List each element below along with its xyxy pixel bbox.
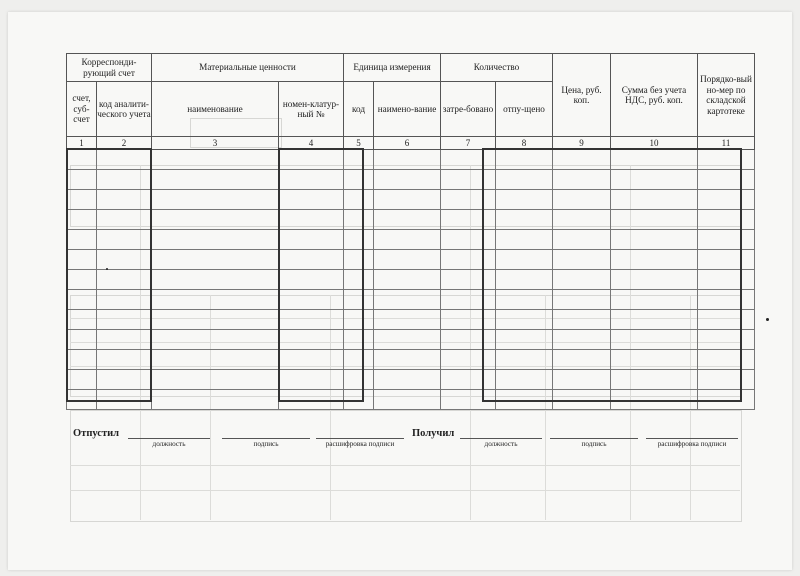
table-cell[interactable] bbox=[279, 370, 344, 390]
table-row bbox=[67, 330, 755, 350]
table-cell[interactable] bbox=[374, 310, 441, 330]
table-cell[interactable] bbox=[67, 370, 97, 390]
table-cell[interactable] bbox=[152, 370, 279, 390]
table-cell[interactable] bbox=[279, 210, 344, 230]
table-cell[interactable] bbox=[698, 210, 755, 230]
table-body bbox=[67, 150, 755, 410]
table-cell[interactable] bbox=[374, 390, 441, 410]
table-cell[interactable] bbox=[496, 230, 553, 250]
table-cell[interactable] bbox=[67, 270, 97, 290]
table-row bbox=[67, 210, 755, 230]
table-cell[interactable] bbox=[344, 150, 374, 170]
table-cell[interactable] bbox=[67, 350, 97, 370]
table-cell[interactable] bbox=[496, 330, 553, 350]
table-cell[interactable] bbox=[374, 250, 441, 270]
received-by-label: Получил bbox=[412, 428, 455, 439]
table-cell[interactable] bbox=[496, 350, 553, 370]
table-cell[interactable] bbox=[441, 290, 496, 310]
header-requested: затре-бовано bbox=[441, 82, 496, 137]
header-row-top bbox=[67, 54, 755, 82]
table-cell[interactable] bbox=[152, 330, 279, 350]
header-nomenclature-no: номен-клатур-ный № bbox=[279, 82, 344, 137]
table-cell[interactable] bbox=[97, 150, 152, 170]
table-cell[interactable] bbox=[374, 210, 441, 230]
table-cell[interactable] bbox=[374, 370, 441, 390]
table-cell[interactable] bbox=[97, 330, 152, 350]
table-cell[interactable] bbox=[97, 370, 152, 390]
header-price: Цена, руб. коп. bbox=[553, 54, 611, 137]
table-cell[interactable] bbox=[279, 170, 344, 190]
table-cell[interactable] bbox=[344, 230, 374, 250]
table-cell[interactable] bbox=[67, 210, 97, 230]
received-position-caption: должность bbox=[484, 440, 518, 448]
table-row bbox=[67, 310, 755, 330]
table-cell[interactable] bbox=[496, 370, 553, 390]
table-cell[interactable] bbox=[152, 250, 279, 270]
table-cell[interactable] bbox=[374, 290, 441, 310]
table-cell[interactable] bbox=[152, 290, 279, 310]
table-cell[interactable] bbox=[611, 150, 698, 170]
table-cell[interactable] bbox=[611, 350, 698, 370]
table-cell[interactable] bbox=[611, 370, 698, 390]
table-cell[interactable] bbox=[67, 290, 97, 310]
table-cell[interactable] bbox=[152, 310, 279, 330]
table-row bbox=[67, 230, 755, 250]
table-cell[interactable] bbox=[441, 190, 496, 210]
table-cell[interactable] bbox=[279, 290, 344, 310]
received-signature-line[interactable] bbox=[550, 438, 638, 439]
header-name: наименование bbox=[152, 82, 279, 137]
table-cell[interactable] bbox=[698, 350, 755, 370]
table-cell[interactable] bbox=[553, 290, 611, 310]
table-cell[interactable] bbox=[611, 290, 698, 310]
table-cell[interactable] bbox=[496, 210, 553, 230]
table-cell[interactable] bbox=[344, 210, 374, 230]
table-cell[interactable] bbox=[97, 250, 152, 270]
table-cell[interactable] bbox=[279, 150, 344, 170]
table-row bbox=[67, 370, 755, 390]
header-analytic-code: код аналити-ческого учета bbox=[97, 82, 152, 137]
table-row bbox=[67, 190, 755, 210]
table-cell[interactable] bbox=[496, 150, 553, 170]
table-cell[interactable] bbox=[344, 370, 374, 390]
table-row bbox=[67, 150, 755, 170]
table-cell[interactable] bbox=[152, 390, 279, 410]
table-cell[interactable] bbox=[97, 290, 152, 310]
column-number: 1 bbox=[67, 137, 97, 150]
table-row bbox=[67, 350, 755, 370]
table-cell[interactable] bbox=[279, 230, 344, 250]
table-cell[interactable] bbox=[374, 350, 441, 370]
table-cell[interactable] bbox=[279, 310, 344, 330]
table-cell[interactable] bbox=[496, 170, 553, 190]
column-number: 7 bbox=[441, 137, 496, 150]
table-cell[interactable] bbox=[344, 310, 374, 330]
table-cell[interactable] bbox=[152, 230, 279, 250]
released-decoding-caption: расшифровка подписи bbox=[325, 440, 395, 448]
table-cell[interactable] bbox=[67, 150, 97, 170]
table-row bbox=[67, 270, 755, 290]
header-sum: Сумма без учета НДС, руб. коп. bbox=[611, 54, 698, 137]
header-quantity: Количество bbox=[441, 54, 553, 82]
table-cell[interactable] bbox=[97, 270, 152, 290]
column-number: 8 bbox=[496, 137, 553, 150]
table-cell[interactable] bbox=[344, 290, 374, 310]
column-number: 11 bbox=[698, 137, 755, 150]
table-cell[interactable] bbox=[374, 190, 441, 210]
table-cell[interactable] bbox=[441, 270, 496, 290]
column-number: 5 bbox=[344, 137, 374, 150]
table-cell[interactable] bbox=[344, 330, 374, 350]
table-cell[interactable] bbox=[553, 310, 611, 330]
ink-speck bbox=[106, 268, 108, 270]
table-cell[interactable] bbox=[553, 230, 611, 250]
column-number: 6 bbox=[374, 137, 441, 150]
table-cell[interactable] bbox=[67, 250, 97, 270]
table-cell[interactable] bbox=[698, 330, 755, 350]
table-cell[interactable] bbox=[344, 250, 374, 270]
table-cell[interactable] bbox=[441, 370, 496, 390]
table-cell[interactable] bbox=[496, 250, 553, 270]
table-cell[interactable] bbox=[698, 310, 755, 330]
table-cell[interactable] bbox=[553, 210, 611, 230]
table-cell[interactable] bbox=[441, 150, 496, 170]
table-cell[interactable] bbox=[698, 290, 755, 310]
table-cell[interactable] bbox=[279, 270, 344, 290]
column-number: 2 bbox=[97, 137, 152, 150]
table-cell[interactable] bbox=[553, 370, 611, 390]
table-cell[interactable] bbox=[441, 170, 496, 190]
column-number: 9 bbox=[553, 137, 611, 150]
table-cell[interactable] bbox=[67, 230, 97, 250]
table-cell[interactable] bbox=[152, 170, 279, 190]
released-signature-line[interactable] bbox=[222, 438, 310, 439]
table-cell[interactable] bbox=[279, 190, 344, 210]
table-cell[interactable] bbox=[374, 230, 441, 250]
table-cell[interactable] bbox=[611, 230, 698, 250]
released-signature-caption: подпись bbox=[253, 440, 279, 448]
received-signature-caption: подпись bbox=[581, 440, 607, 448]
table-cell[interactable] bbox=[611, 330, 698, 350]
table-cell[interactable] bbox=[374, 150, 441, 170]
received-position-line[interactable] bbox=[460, 438, 542, 439]
released-by-label: Отпустил bbox=[73, 428, 120, 439]
table-cell[interactable] bbox=[553, 330, 611, 350]
table-cell[interactable] bbox=[97, 230, 152, 250]
table-cell[interactable] bbox=[344, 190, 374, 210]
table-cell[interactable] bbox=[279, 350, 344, 370]
table-cell[interactable] bbox=[374, 270, 441, 290]
header-unit-name: наимено-вание bbox=[374, 82, 441, 137]
table-cell[interactable] bbox=[374, 170, 441, 190]
table-cell[interactable] bbox=[152, 270, 279, 290]
table-cell[interactable] bbox=[698, 270, 755, 290]
table-cell[interactable] bbox=[67, 310, 97, 330]
received-decoding-caption: расшифровка подписи bbox=[657, 440, 727, 448]
table-cell[interactable] bbox=[496, 310, 553, 330]
table-cell[interactable] bbox=[441, 210, 496, 230]
table-cell[interactable] bbox=[441, 350, 496, 370]
header-card-no: Порядко-вый но-мер по складской картотеке bbox=[698, 54, 755, 137]
header-unit-code: код bbox=[344, 82, 374, 137]
table-cell[interactable] bbox=[97, 190, 152, 210]
table-cell[interactable] bbox=[441, 310, 496, 330]
table-cell[interactable] bbox=[152, 150, 279, 170]
column-number: 4 bbox=[279, 137, 344, 150]
table-cell[interactable] bbox=[97, 170, 152, 190]
table-row bbox=[67, 290, 755, 310]
table-cell[interactable] bbox=[611, 250, 698, 270]
table-cell[interactable] bbox=[698, 190, 755, 210]
table-cell[interactable] bbox=[611, 210, 698, 230]
table-cell[interactable] bbox=[553, 170, 611, 190]
table-cell[interactable] bbox=[441, 250, 496, 270]
table-cell[interactable] bbox=[374, 330, 441, 350]
table-cell[interactable] bbox=[698, 250, 755, 270]
table-cell[interactable] bbox=[67, 170, 97, 190]
table-cell[interactable] bbox=[152, 350, 279, 370]
table-cell[interactable] bbox=[344, 270, 374, 290]
table-cell[interactable] bbox=[441, 330, 496, 350]
table-cell[interactable] bbox=[698, 370, 755, 390]
table-cell[interactable] bbox=[496, 190, 553, 210]
received-decoding-line[interactable] bbox=[646, 438, 738, 439]
table-cell[interactable] bbox=[344, 170, 374, 190]
table-cell[interactable] bbox=[611, 170, 698, 190]
table-cell[interactable] bbox=[97, 210, 152, 230]
table-row bbox=[67, 170, 755, 190]
table-cell[interactable] bbox=[67, 330, 97, 350]
table-cell[interactable] bbox=[698, 170, 755, 190]
table-cell[interactable] bbox=[611, 270, 698, 290]
table-cell[interactable] bbox=[496, 290, 553, 310]
header-account-sub: счет, суб-счет bbox=[67, 82, 97, 137]
column-number: 10 bbox=[611, 137, 698, 150]
table-row bbox=[67, 250, 755, 270]
table-cell[interactable] bbox=[344, 350, 374, 370]
table-cell[interactable] bbox=[97, 350, 152, 370]
header-unit: Единица измерения bbox=[344, 54, 441, 82]
released-position-line[interactable] bbox=[128, 438, 210, 439]
materials-table bbox=[66, 53, 755, 410]
table-cell[interactable] bbox=[152, 190, 279, 210]
ink-speck bbox=[766, 318, 769, 321]
table-cell[interactable] bbox=[553, 250, 611, 270]
header-corr-account: Корреспонди-рующий счет bbox=[67, 54, 152, 82]
table-cell[interactable] bbox=[611, 310, 698, 330]
table-cell[interactable] bbox=[553, 150, 611, 170]
released-position-caption: должность bbox=[152, 440, 186, 448]
table-cell[interactable] bbox=[279, 250, 344, 270]
header-material-values: Материальные ценности bbox=[152, 54, 344, 82]
table-cell[interactable] bbox=[553, 270, 611, 290]
table-cell[interactable] bbox=[279, 330, 344, 350]
table-cell[interactable] bbox=[67, 190, 97, 210]
table-cell[interactable] bbox=[97, 310, 152, 330]
table-cell[interactable] bbox=[152, 210, 279, 230]
released-decoding-line[interactable] bbox=[316, 438, 404, 439]
table-cell[interactable] bbox=[553, 190, 611, 210]
header-released: отпу-щено bbox=[496, 82, 553, 137]
table-cell[interactable] bbox=[496, 270, 553, 290]
table-cell[interactable] bbox=[441, 230, 496, 250]
column-number: 3 bbox=[152, 137, 279, 150]
table-cell[interactable] bbox=[698, 230, 755, 250]
table-cell[interactable] bbox=[553, 350, 611, 370]
table-cell[interactable] bbox=[698, 150, 755, 170]
table-cell[interactable] bbox=[611, 190, 698, 210]
